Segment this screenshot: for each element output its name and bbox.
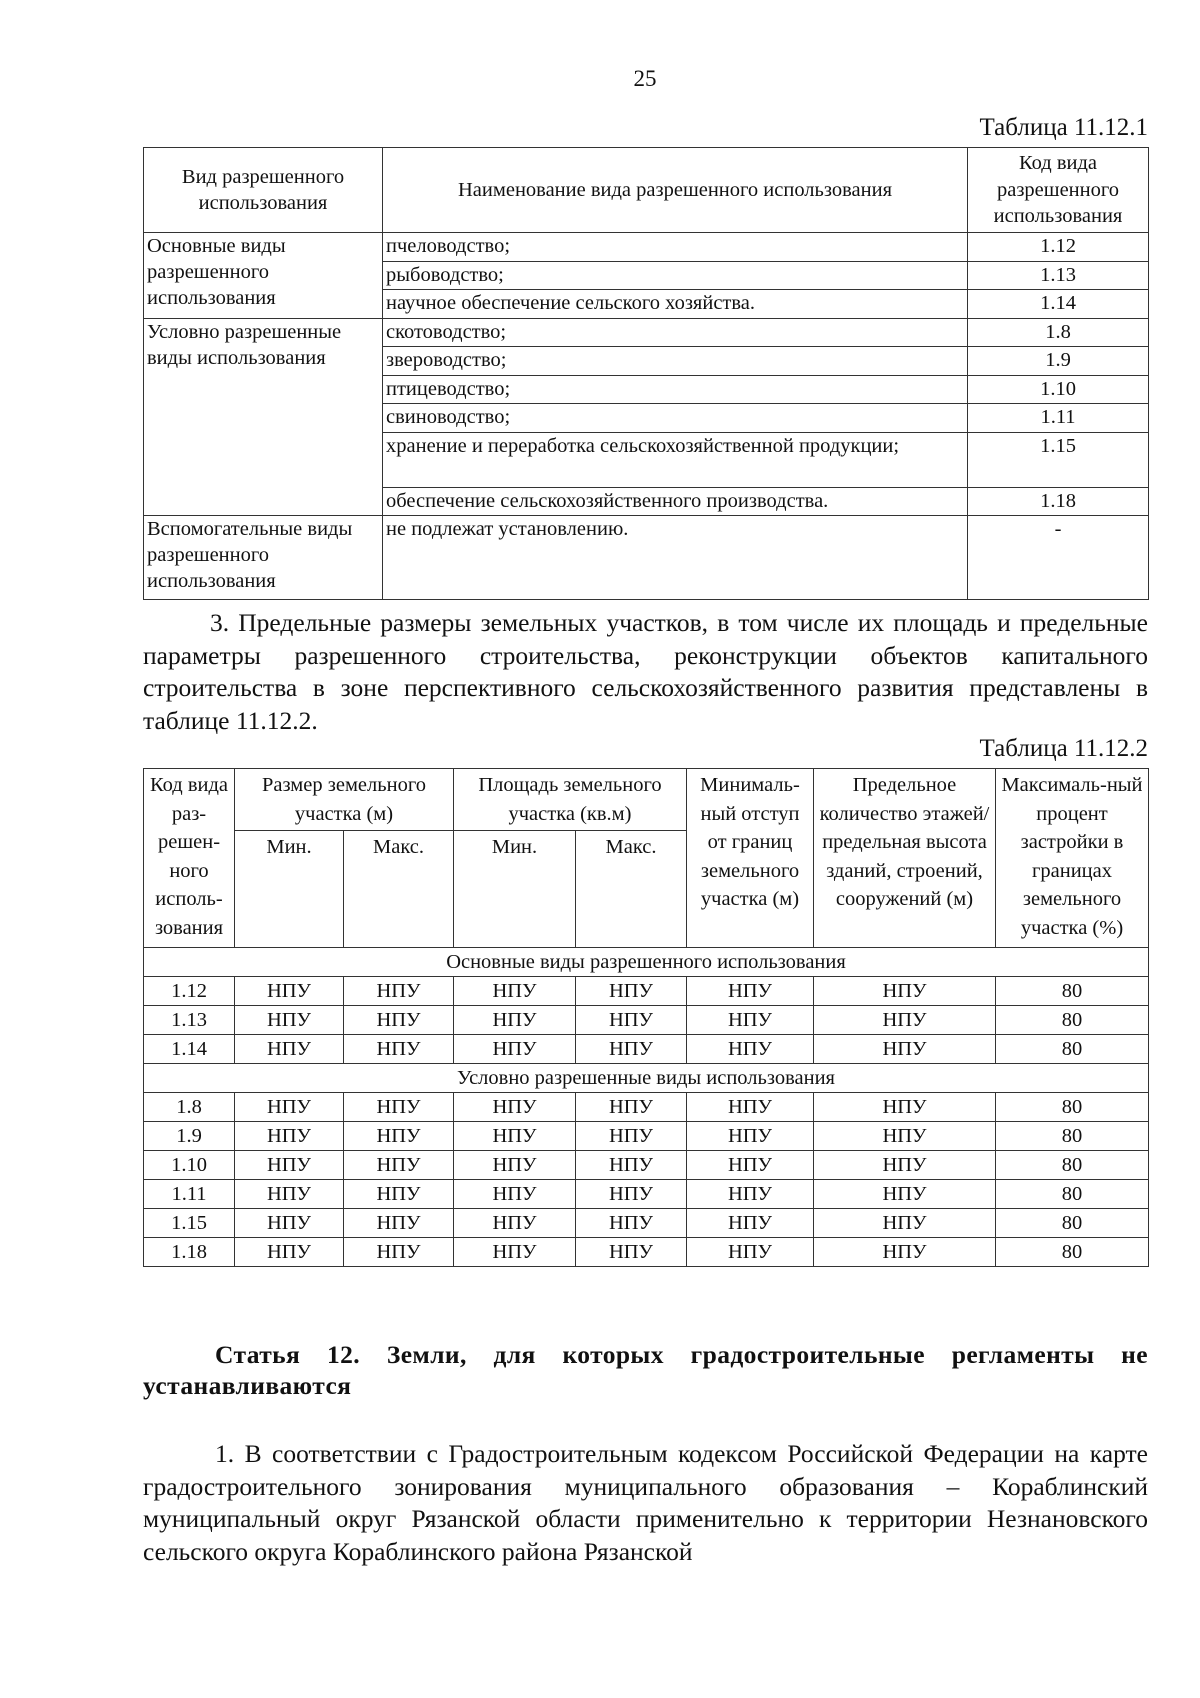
parameters-table <box>143 768 1149 1267</box>
value-cell: НПУ <box>344 1180 454 1209</box>
paragraph-article-12-1: 1. В соответствии с Градостроительным кодексом Российской Федерации на карте градостроительного зонирования муниципального образования – Кораблинский муниципальный округ Рязанской области применительно к территории Незнановского сельского округа Кораблинского района Рязанской <box>143 1439 1148 1566</box>
column-header-land-size: Размер земельного участка (м) <box>235 769 454 831</box>
column-header-coverage: Максималь-ный процент застройки в границах земельного участка (%) <box>996 769 1149 948</box>
value-cell: НПУ <box>454 1180 576 1209</box>
use-name: научное обеспечение сельского хозяйства. <box>383 290 968 319</box>
value-cell: НПУ <box>344 1122 454 1151</box>
value-cell: НПУ <box>235 1006 344 1035</box>
value-cell: НПУ <box>576 1180 687 1209</box>
use-code-cell: 1.9 <box>144 1122 235 1151</box>
value-cell: НПУ <box>344 1238 454 1267</box>
use-code: 1.18 <box>968 487 1149 516</box>
table-row <box>144 1151 1149 1180</box>
value-cell: НПУ <box>576 1035 687 1064</box>
value-cell: НПУ <box>687 977 814 1006</box>
use-code-cell: 1.10 <box>144 1151 235 1180</box>
value-cell: 80 <box>996 1209 1149 1238</box>
use-code-cell: 1.13 <box>144 1006 235 1035</box>
value-cell: НПУ <box>576 1093 687 1122</box>
use-name: скотоводство; <box>383 318 968 347</box>
value-cell: НПУ <box>814 1035 996 1064</box>
value-cell: НПУ <box>814 1209 996 1238</box>
value-cell: НПУ <box>576 1209 687 1238</box>
table-row <box>144 1122 1149 1151</box>
column-header-area-min: Мин. <box>454 831 576 948</box>
use-name: свиноводство; <box>383 404 968 433</box>
use-code-cell: 1.12 <box>144 977 235 1006</box>
column-header-use-type: Вид разрешенного использования <box>144 148 383 233</box>
value-cell: 80 <box>996 1151 1149 1180</box>
value-cell: НПУ <box>235 1035 344 1064</box>
permitted-use-table <box>143 147 1149 600</box>
value-cell: НПУ <box>576 1122 687 1151</box>
group-label-main: Основные виды разрешенного использования <box>144 233 383 319</box>
use-code: 1.14 <box>968 290 1149 319</box>
group-label-conditional: Условно разрешенные виды использования <box>144 318 383 516</box>
value-cell: НПУ <box>687 1180 814 1209</box>
value-cell: 80 <box>996 977 1149 1006</box>
value-cell: НПУ <box>576 1238 687 1267</box>
value-cell: НПУ <box>235 977 344 1006</box>
table-2-caption: Таблица 11.12.2 <box>979 735 1148 762</box>
value-cell: НПУ <box>344 1209 454 1238</box>
table-row <box>144 1006 1149 1035</box>
value-cell: 80 <box>996 1093 1149 1122</box>
column-header-land-area: Площадь земельного участка (кв.м) <box>454 769 687 831</box>
value-cell: НПУ <box>235 1180 344 1209</box>
use-code-cell: 1.15 <box>144 1209 235 1238</box>
use-name: птицеводство; <box>383 375 968 404</box>
table-header-row <box>144 769 1149 831</box>
value-cell: НПУ <box>454 1035 576 1064</box>
value-cell: 80 <box>996 1035 1149 1064</box>
column-header-size-max: Макс. <box>344 831 454 948</box>
value-cell: НПУ <box>344 1151 454 1180</box>
value-cell: 80 <box>996 1238 1149 1267</box>
column-header-floors: Предельное количество этажей/ предельная высота зданий, строений, сооружений (м) <box>814 769 996 948</box>
table-header-row <box>144 148 1149 233</box>
use-name: звероводство; <box>383 347 968 376</box>
use-code: 1.12 <box>968 233 1149 262</box>
column-header-setback: Минималь-ный отступ от границ земельного участка (м) <box>687 769 814 948</box>
value-cell: НПУ <box>454 1151 576 1180</box>
table-row <box>144 516 1149 600</box>
value-cell: НПУ <box>687 1006 814 1035</box>
value-cell: НПУ <box>814 1093 996 1122</box>
value-cell: НПУ <box>344 1006 454 1035</box>
value-cell: НПУ <box>344 1035 454 1064</box>
use-code: - <box>968 516 1149 600</box>
use-code: 1.8 <box>968 318 1149 347</box>
table-1-caption: Таблица 11.12.1 <box>979 114 1148 141</box>
column-header-size-min: Мин. <box>235 831 344 948</box>
page-number: 25 <box>633 66 657 91</box>
value-cell: НПУ <box>687 1238 814 1267</box>
value-cell: НПУ <box>235 1238 344 1267</box>
value-cell: НПУ <box>814 1006 996 1035</box>
value-cell: НПУ <box>344 977 454 1006</box>
value-cell: НПУ <box>687 1209 814 1238</box>
group-label-auxiliary: Вспомогательные виды разрешенного использования <box>144 516 383 600</box>
use-code: 1.11 <box>968 404 1149 433</box>
use-code: 1.10 <box>968 375 1149 404</box>
value-cell: НПУ <box>454 977 576 1006</box>
value-cell: НПУ <box>235 1122 344 1151</box>
use-code: 1.15 <box>968 432 1149 487</box>
use-code: 1.9 <box>968 347 1149 376</box>
table-row <box>144 1209 1149 1238</box>
use-code-cell: 1.8 <box>144 1093 235 1122</box>
table-row <box>144 1035 1149 1064</box>
value-cell: НПУ <box>454 1209 576 1238</box>
section-title: Основные виды разрешенного использования <box>144 948 1149 977</box>
paragraph-3: 3. Предельные размеры земельных участков, в том числе их площадь и предельные параметры разрешенного строительства, реконструкции объектов капитального строительства в зоне перспективного сельскохозяйственного развития представлены в таблице 11.12.2. <box>143 608 1148 735</box>
use-name: хранение и переработка сельскохозяйственной продукции; <box>383 432 968 487</box>
value-cell: НПУ <box>454 1093 576 1122</box>
column-header-use-name: Наименование вида разрешенного использования <box>383 148 968 233</box>
section-row <box>144 948 1149 977</box>
value-cell: НПУ <box>576 1006 687 1035</box>
column-header-code: Код вида раз-решен-ного исполь-зования <box>144 769 235 948</box>
value-cell: НПУ <box>576 977 687 1006</box>
use-code-cell: 1.14 <box>144 1035 235 1064</box>
use-name: обеспечение сельскохозяйственного производства. <box>383 487 968 516</box>
table-row <box>144 1180 1149 1209</box>
table-row <box>144 977 1149 1006</box>
value-cell: 80 <box>996 1006 1149 1035</box>
use-code-cell: 1.11 <box>144 1180 235 1209</box>
use-name: рыбоводство; <box>383 261 968 290</box>
column-header-area-max: Макс. <box>576 831 687 948</box>
section-row <box>144 1064 1149 1093</box>
value-cell: НПУ <box>814 1238 996 1267</box>
value-cell: НПУ <box>576 1151 687 1180</box>
table-row <box>144 1238 1149 1267</box>
value-cell: НПУ <box>687 1035 814 1064</box>
use-name: пчеловодство; <box>383 233 968 262</box>
article-heading: Статья 12. Земли, для которых градостроительные регламенты не устанавливаются <box>143 1340 1148 1400</box>
value-cell: НПУ <box>814 1122 996 1151</box>
value-cell: НПУ <box>235 1093 344 1122</box>
value-cell: НПУ <box>687 1151 814 1180</box>
value-cell: НПУ <box>687 1093 814 1122</box>
value-cell: НПУ <box>454 1122 576 1151</box>
value-cell: НПУ <box>687 1122 814 1151</box>
value-cell: НПУ <box>454 1006 576 1035</box>
value-cell: 80 <box>996 1180 1149 1209</box>
value-cell: НПУ <box>814 1151 996 1180</box>
value-cell: 80 <box>996 1122 1149 1151</box>
table-row <box>144 318 1149 347</box>
use-name: не подлежат установлению. <box>383 516 968 600</box>
value-cell: НПУ <box>814 977 996 1006</box>
value-cell: НПУ <box>454 1238 576 1267</box>
value-cell: НПУ <box>235 1151 344 1180</box>
section-title: Условно разрешенные виды использования <box>144 1064 1149 1093</box>
table-row <box>144 233 1149 262</box>
use-code-cell: 1.18 <box>144 1238 235 1267</box>
value-cell: НПУ <box>814 1180 996 1209</box>
use-code: 1.13 <box>968 261 1149 290</box>
value-cell: НПУ <box>235 1209 344 1238</box>
column-header-use-code: Код вида разрешенного использования <box>968 148 1149 233</box>
value-cell: НПУ <box>344 1093 454 1122</box>
table-row <box>144 1093 1149 1122</box>
